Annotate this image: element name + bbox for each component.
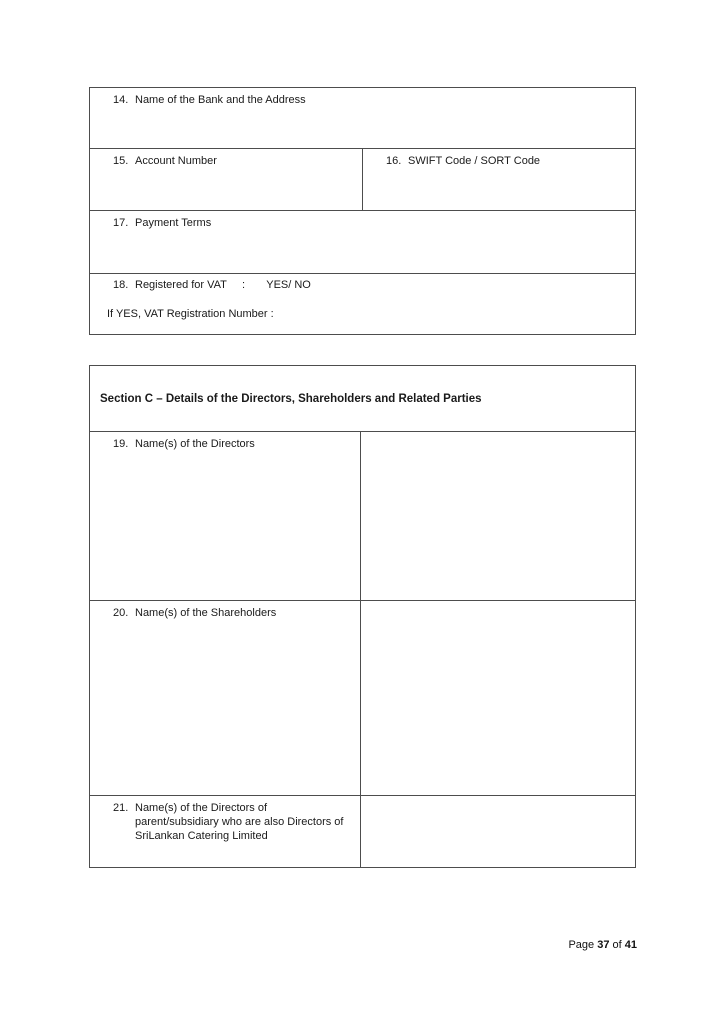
field-20-row: [90, 600, 635, 795]
field-20-text: Name(s) of the Shareholders: [135, 607, 277, 619]
field-20-label-cell: [90, 601, 361, 795]
field-16-number: 16.: [386, 155, 402, 167]
field-17-label: [90, 211, 635, 230]
field-19-value-cell: [361, 432, 635, 600]
field-17-number: 17.: [113, 217, 129, 229]
footer-of-text: of: [609, 939, 625, 951]
field-19-number: 19.: [113, 438, 129, 450]
field-21-label: [90, 796, 360, 843]
field-18-number: 18.: [113, 279, 129, 291]
field-21-number: 21.: [113, 802, 129, 814]
field-14-number: 14.: [113, 94, 129, 106]
field-18-sub-label: If YES, VAT Registration Number :: [107, 308, 274, 320]
footer-total-pages: 41: [624, 939, 637, 951]
field-17-text: Payment Terms: [135, 217, 212, 229]
field-15-label: [90, 149, 362, 168]
field-21-label-cell: [90, 796, 361, 867]
bank-details-table: [89, 87, 636, 335]
field-19-label-cell: [90, 432, 361, 600]
field-14-text: Name of the Bank and the Address: [135, 94, 306, 106]
footer-page-number: 37: [597, 939, 610, 951]
field-18-label: [90, 278, 635, 292]
field-14-label: [90, 88, 635, 107]
page-footer: [89, 938, 637, 952]
field-15-number: 15.: [113, 155, 129, 167]
field-15-cell: [90, 149, 363, 210]
field-15-16-row: [90, 148, 635, 210]
field-21-value-cell: [361, 796, 635, 867]
field-15-text: Account Number: [135, 155, 217, 167]
field-17-row: [90, 210, 635, 273]
field-16-text: SWIFT Code / SORT Code: [408, 155, 541, 167]
field-14-row: [90, 88, 635, 148]
field-18-text: Registered for VAT : YES/ NO: [135, 279, 311, 291]
field-16-label: [363, 149, 635, 168]
field-20-number: 20.: [113, 607, 129, 619]
field-19-row: [90, 431, 635, 600]
footer-page-prefix: Page: [568, 939, 598, 951]
section-c-title: Section C – Details of the Directors, Shareholders and Related Parties: [100, 392, 482, 405]
section-c-table: [89, 365, 636, 868]
field-16-cell: [363, 149, 635, 210]
field-21-row: [90, 795, 635, 867]
field-20-value-cell: [361, 601, 635, 795]
field-18-row: [90, 273, 635, 334]
field-20-label: [90, 601, 360, 620]
field-19-label: [90, 432, 360, 451]
field-21-text: Name(s) of the Directors of parent/subsidiary who are also Directors of SriLankan Catering Limited: [135, 802, 344, 842]
section-c-header: [90, 366, 635, 431]
field-19-text: Name(s) of the Directors: [135, 438, 255, 450]
